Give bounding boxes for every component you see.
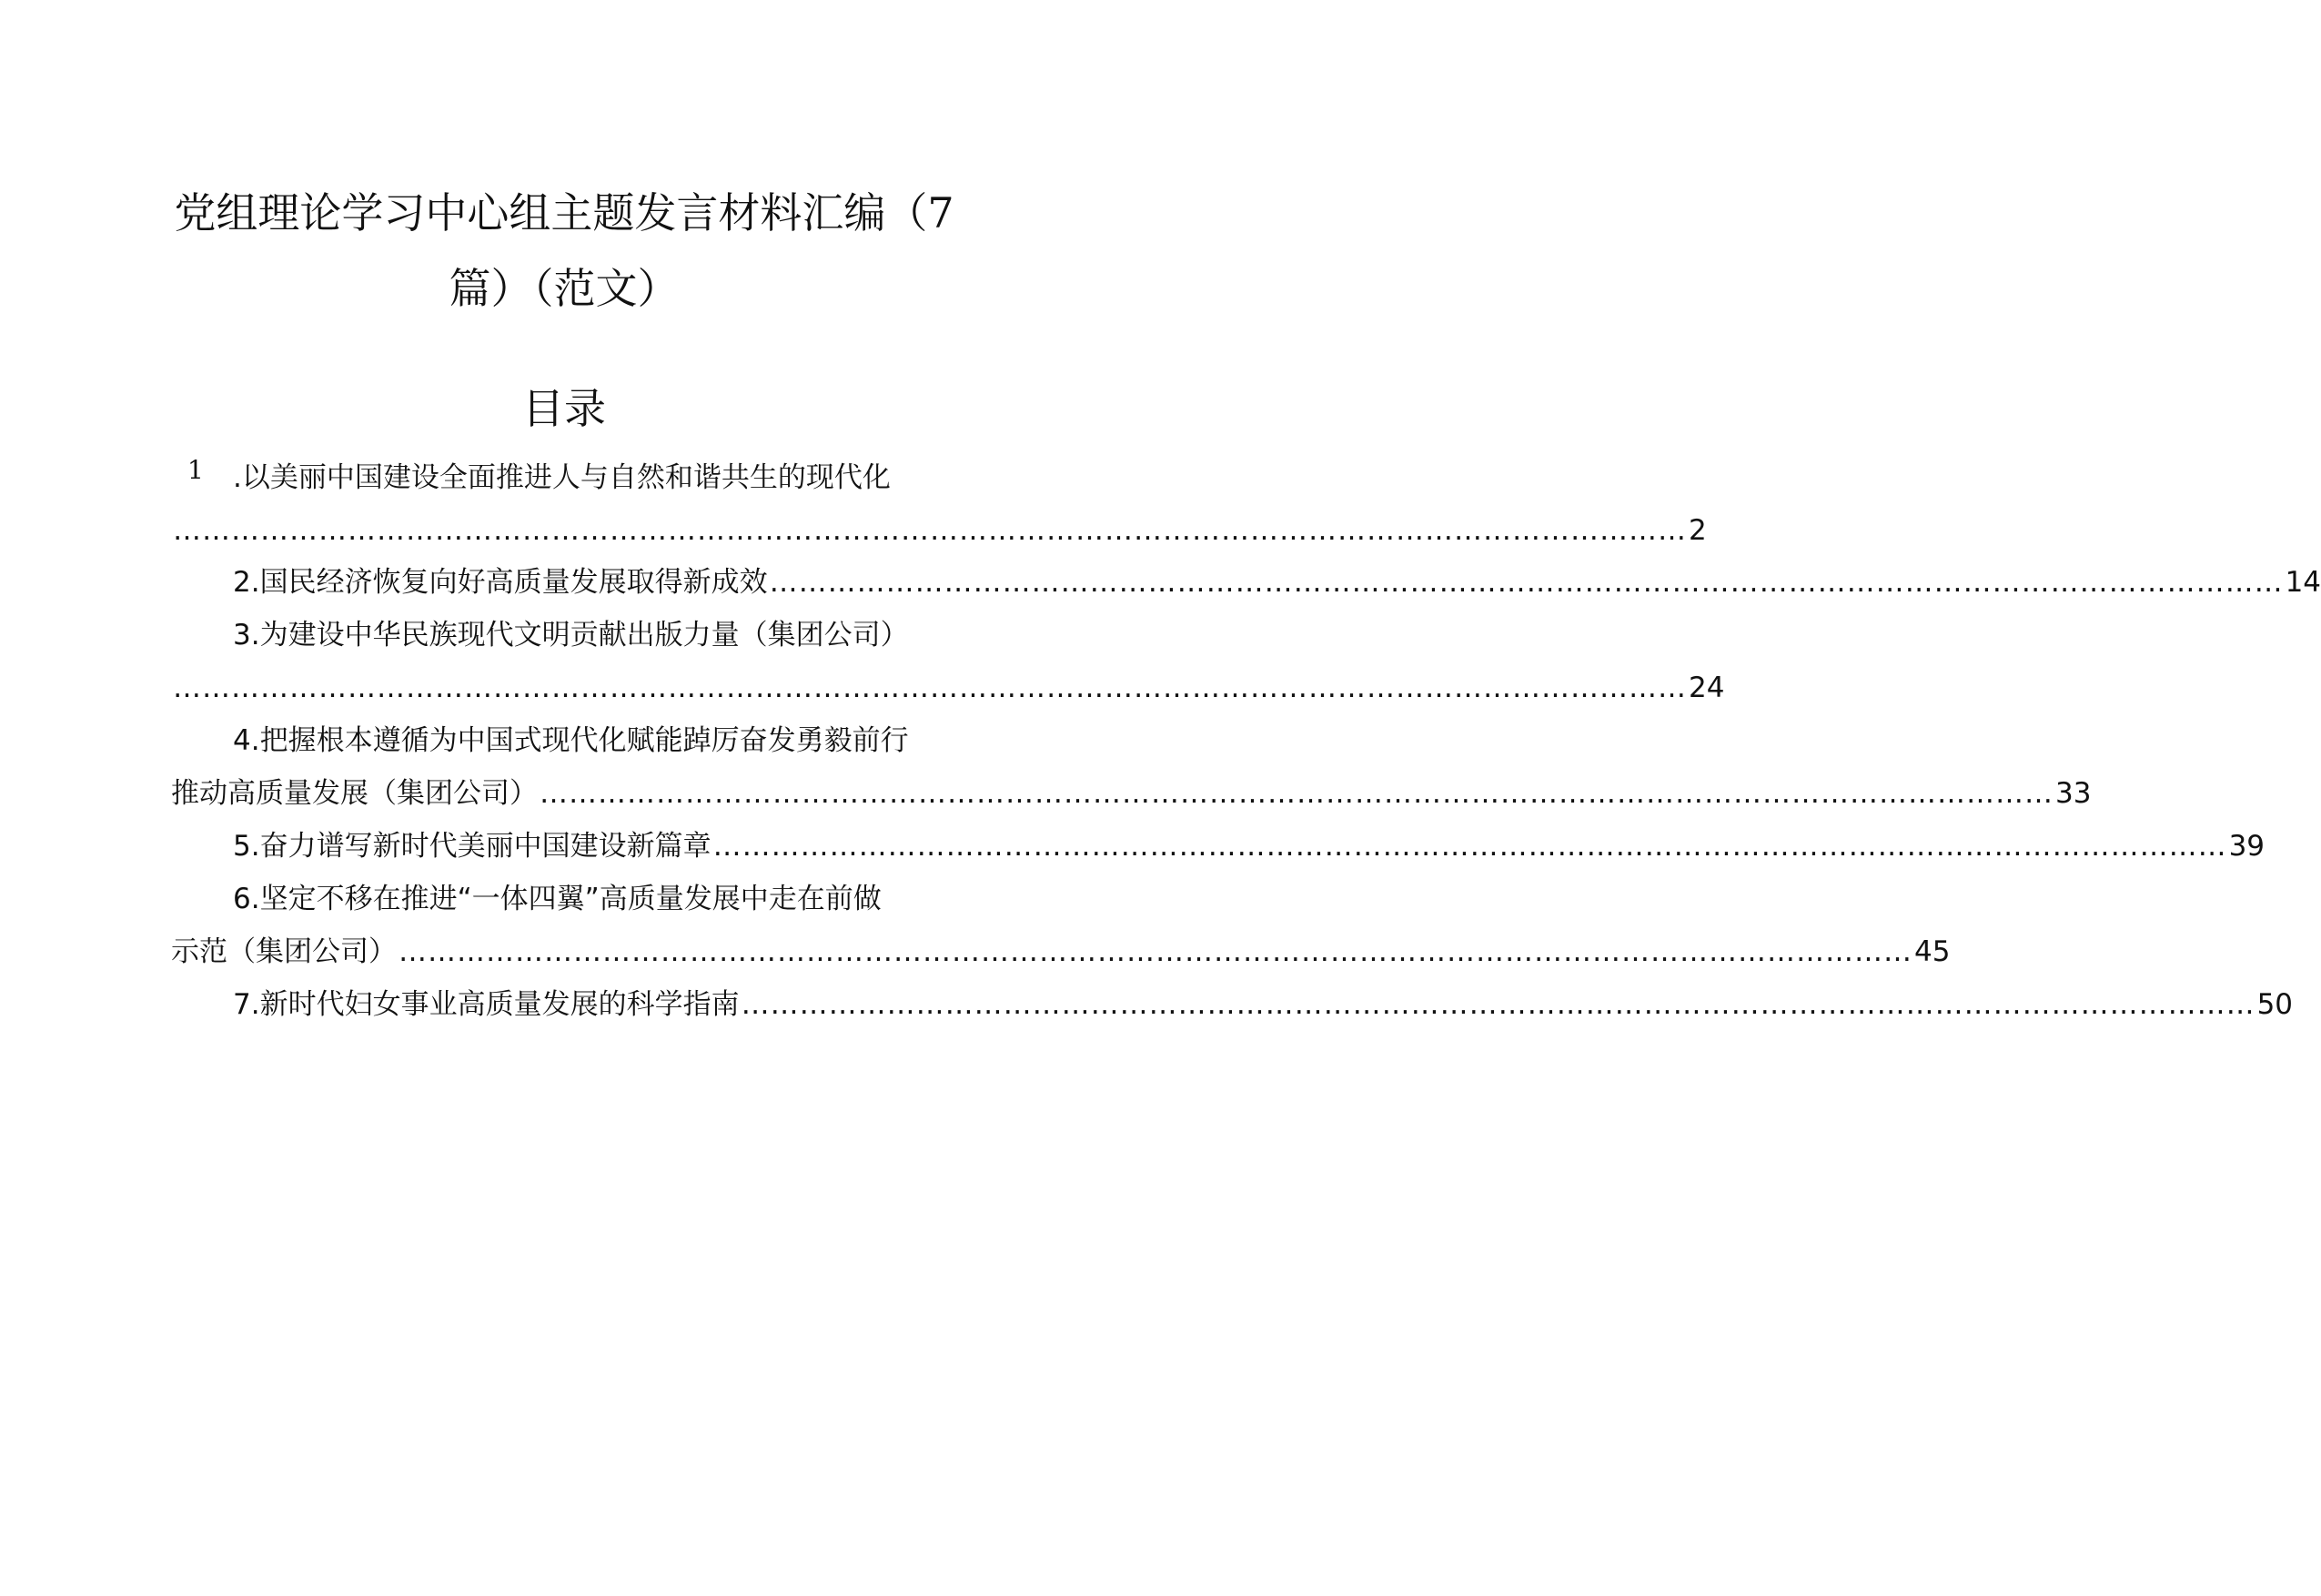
toc-entry-7[interactable] (171, 986, 2294, 1023)
toc-entry-7-page: 50 (2256, 988, 2294, 1021)
toc-entry-2-text: 2.国民经济恢复向好高质量发展取得新成效 (233, 566, 768, 599)
toc-entry-2[interactable] (171, 564, 2321, 601)
toc-entry-5-text: 5.奋力谱写新时代美丽中国建设新篇章 (233, 830, 711, 863)
toc-entry-4-line-2[interactable] (171, 775, 2092, 812)
toc-heading: 目录 (522, 384, 606, 433)
stray-number: 1 (187, 455, 204, 485)
toc-entry-3-page: 24 (1689, 672, 1725, 704)
title-number: 7 (927, 188, 954, 237)
dot-leader: ………………………………………………………………………………………………………………………………………… (173, 514, 1687, 547)
toc-entry-1-title[interactable] (171, 460, 1015, 496)
toc-entry-4-text: 4.把握根本遵循为中国式现代化赋能踔厉奋发勇毅前行 (233, 724, 909, 757)
toc-entry-3-text: 3.为建设中华民族现代文明贡献出版力量（集团公司） (233, 619, 909, 652)
toc-entry-6-line-2[interactable] (171, 934, 1951, 970)
toc-entry-6-title[interactable] (171, 881, 1015, 917)
document-title-line-1 (136, 187, 992, 239)
toc-entry-2-page: 14 (2285, 566, 2321, 599)
toc-entry-6-text-cont: 示范（集团公司） (171, 935, 397, 968)
toc-entry-4-title[interactable] (171, 722, 1015, 759)
toc-entry-4-text-cont: 推动高质量发展（集团公司） (171, 777, 538, 810)
toc-entry-1-page: 2 (1689, 514, 1707, 547)
dot-leader: ………………………………………………………………………………………………………………………………………… (769, 566, 2284, 599)
toc-entry-1-leader-line[interactable] (171, 512, 1707, 549)
toc-entry-7-text: 7.新时代妇女事业高质量发展的科学指南 (233, 988, 740, 1021)
toc-entry-3-title[interactable] (171, 617, 1015, 653)
title-text: 党组理论学习中心组主题发言材料汇编（ (174, 188, 928, 237)
toc-entry-5-page: 39 (2228, 830, 2265, 863)
toc-entry-1-text: .以美丽中国建设全面推进人与自然和谐共生的现代化 (233, 461, 891, 494)
toc-entry-6-text: 6.坚定不移在推进“一体四翼”高质量发展中走在前做 (233, 883, 882, 915)
toc-entry-6-page: 45 (1914, 935, 1951, 968)
dot-leader: ………………………………………………………………………………………………………………………………………… (540, 777, 2054, 810)
dot-leader: ………………………………………………………………………………………………………………………………………… (399, 935, 1912, 968)
dot-leader: ………………………………………………………………………………………………………………………………………… (712, 830, 2227, 863)
dot-leader: ………………………………………………………………………………………………………………………………………… (173, 672, 1687, 704)
toc-entry-3-leader-line[interactable] (171, 670, 1725, 706)
toc-entry-5[interactable] (171, 828, 2265, 864)
document-title-line-2: 篇）（范文） (449, 264, 680, 313)
toc-entry-4-page: 33 (2055, 777, 2092, 810)
dot-leader: ………………………………………………………………………………………………………………………………………… (741, 988, 2255, 1021)
